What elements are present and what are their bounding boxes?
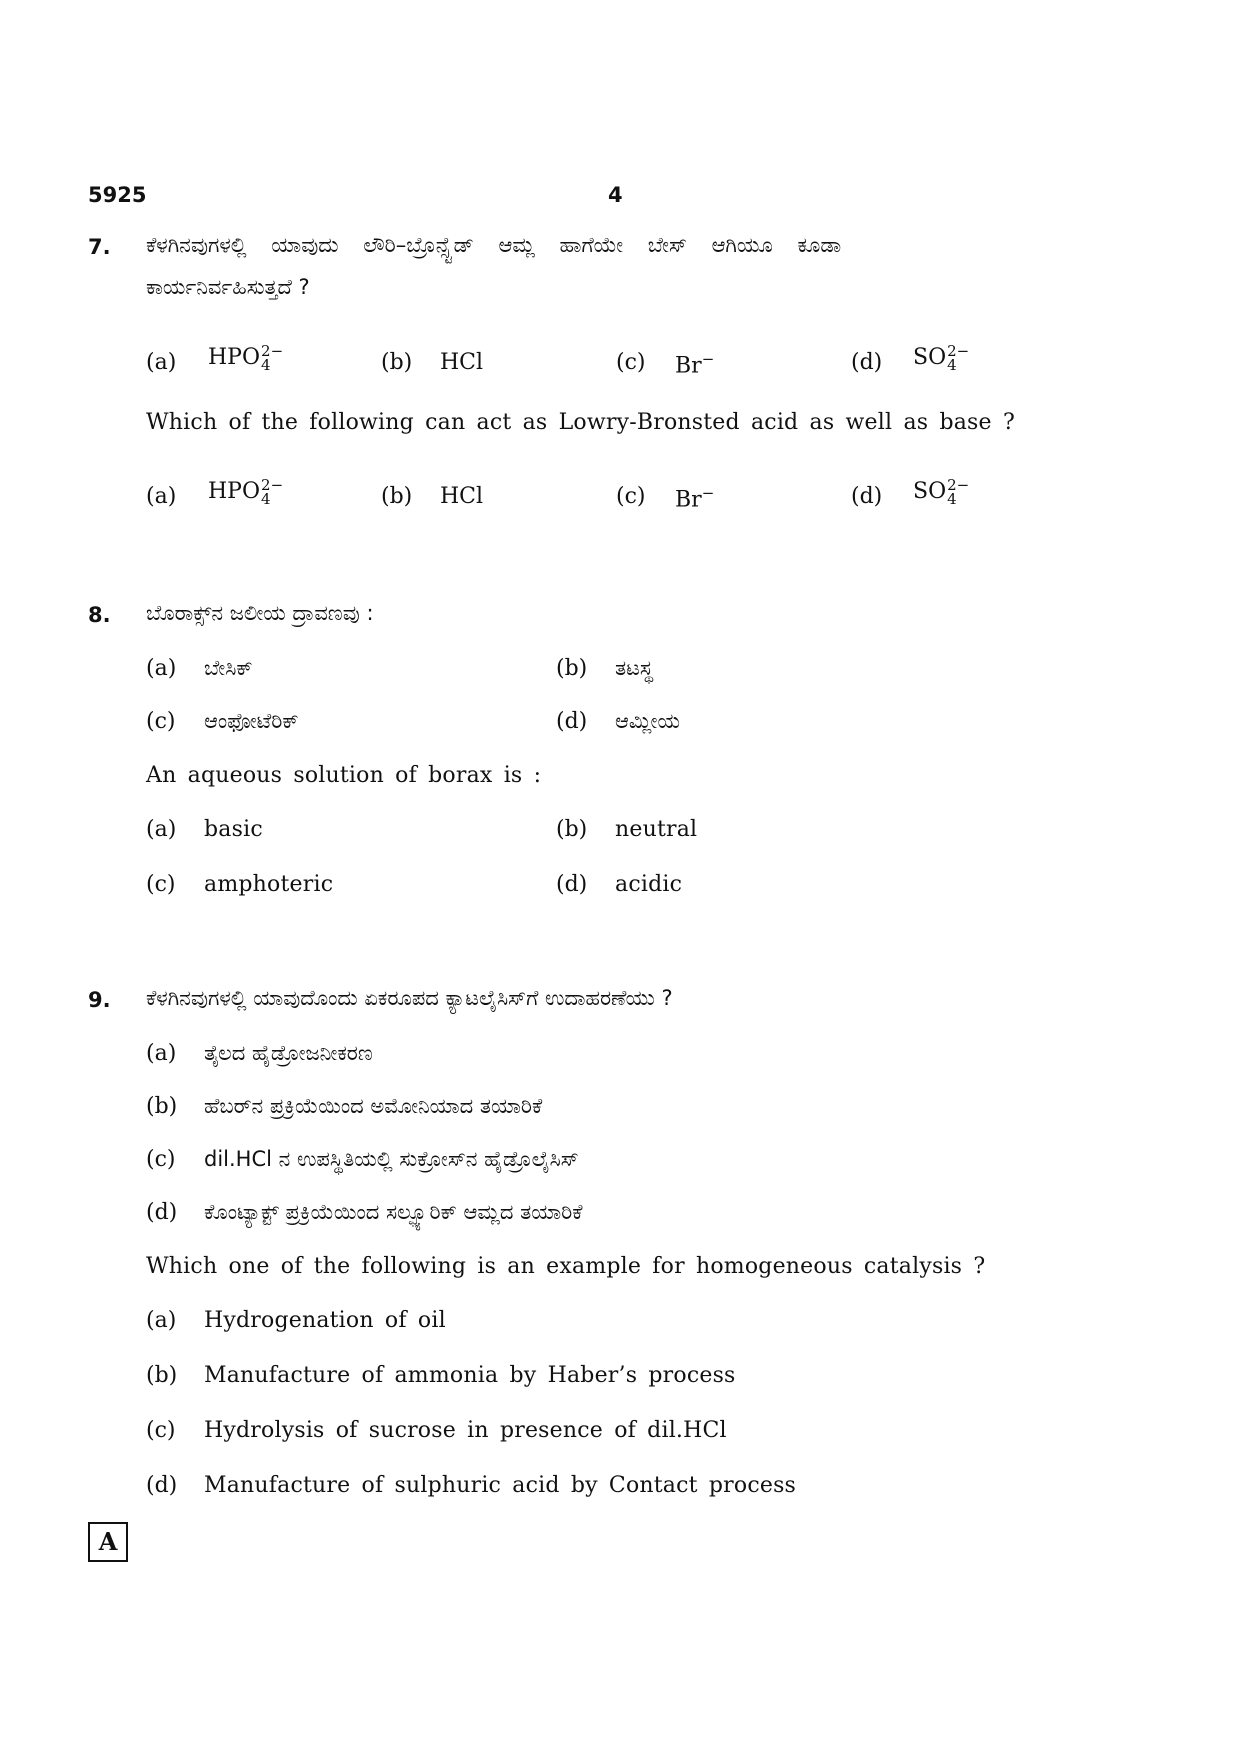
question-text-kannada: ಬೊರಾಕ್ಸ್‌ನ ಜಲೀಯ ದ್ರಾವಣವು : (146, 601, 374, 625)
option-d-text-kannada: ಕೊಂಟ್ಯಾಕ್ಟ್ ಪ್ರಕ್ರಿಯೆಯಿಂದ ಸಲ್ಫ್ಯೂರಿಕ್ ಆಮ್ಲದ ತಯಾರಿಕೆ (204, 1200, 583, 1224)
option-a-label: (a) (146, 656, 177, 681)
question-number: 8. (88, 603, 111, 627)
option-a-label: (a) (146, 1041, 177, 1066)
option-b-label: (b) (556, 656, 588, 681)
option-a-label: (a) (146, 1308, 177, 1333)
option-a-label: (a) (146, 817, 177, 842)
option-b-text-kannada: ತಟಸ್ಥ (615, 656, 654, 680)
paper-code: 5925 (88, 183, 147, 207)
question-text-english: An aqueous solution of borax is : (146, 763, 542, 788)
option-d-text: acidic (615, 872, 683, 897)
option-c-label: (c) (616, 350, 646, 375)
question-text-kannada: ಕೆಳಗಿನವುಗಳಲ್ಲಿ ಯಾವುದೊಂದು ಏಕರೂಪದ ಕ್ಯಾಟಲೈಸಿಸ್‌ಗೆ ಉದಾಹರಣೆಯು ? (146, 986, 673, 1010)
question-text-kannada-cont: ಕಾರ್ಯನಿರ್ವಹಿಸುತ್ತದೆ ? (146, 275, 310, 299)
series-box: A (88, 1522, 128, 1562)
option-c-label: (c) (146, 1147, 176, 1172)
option-c-formula: Br− (675, 484, 715, 513)
option-c-text-kannada: dil.HCl ನ ಉಪಸ್ಥಿತಿಯಲ್ಲಿ ಸುಕ್ರೋಸ್‌ನ ಹೈಡ್ರೊಲೈಸಿಸ್ (204, 1147, 579, 1171)
option-d-label: (d) (851, 484, 883, 509)
option-b-label: (b) (381, 350, 413, 375)
question-text-english: Which one of the following is an example for homogeneous catalysis ? (146, 1254, 986, 1279)
option-c-formula: Br− (675, 350, 715, 379)
option-b-label: (b) (556, 817, 588, 842)
question-text-kannada: ಕೆಳಗಿನವುಗಳಲ್ಲಿ ಯಾವುದು ಲೌರಿ–ಬ್ರೊನ್ಸ್ಟೆಡ್ ಆಮ್ಲ ಹಾಗೆಯೇ ಬೇಸ್ ಆಗಿಯೂ ಕೂಡಾ (146, 233, 842, 257)
option-a-label: (a) (146, 484, 177, 509)
option-c-text: amphoteric (204, 872, 334, 897)
option-c-label: (c) (146, 709, 176, 734)
option-a-text: Hydrogenation of oil (204, 1308, 446, 1333)
option-d-text-kannada: ಆಮ್ಲೀಯ (615, 709, 680, 733)
option-d-label: (d) (146, 1200, 178, 1225)
option-b-text: Manufacture of ammonia by Haber’s process (204, 1363, 736, 1388)
option-d-formula: SO 2− 4 (913, 342, 970, 374)
option-d-label: (d) (851, 350, 883, 375)
option-d-label: (d) (556, 872, 588, 897)
option-b-text-kannada: ಹೆಬರ್‌ನ ಪ್ರಕ್ರಿಯೆಯಿಂದ ಅಮೋನಿಯಾದ ತಯಾರಿಕೆ (204, 1094, 543, 1118)
option-c-label: (c) (146, 872, 176, 897)
option-d-text: Manufacture of sulphuric acid by Contact process (204, 1473, 797, 1498)
option-b-formula: HCl (440, 350, 484, 375)
option-a-text-kannada: ಬೇಸಿಕ್ (204, 656, 253, 680)
question-number: 9. (88, 988, 111, 1012)
question-text-english: Which of the following can act as Lowry-Bronsted acid as well as base ? (146, 410, 1015, 435)
option-a-formula: HPO 2− 4 (208, 342, 284, 374)
option-a-formula: HPO 2− 4 (208, 476, 284, 508)
option-c-text-kannada: ಆಂಫೋಟೆರಿಕ್ (204, 709, 299, 733)
option-c-text: Hydrolysis of sucrose in presence of dil.HCl (204, 1418, 727, 1443)
option-a-text-kannada: ತೈಲದ ಹೈಡ್ರೋಜನೀಕರಣ (204, 1041, 373, 1065)
option-a-label: (a) (146, 350, 177, 375)
option-c-label: (c) (146, 1418, 176, 1443)
option-d-label: (d) (146, 1473, 178, 1498)
option-b-text: neutral (615, 817, 698, 842)
option-b-label: (b) (146, 1094, 178, 1119)
option-c-label: (c) (616, 484, 646, 509)
option-a-text: basic (204, 817, 263, 842)
option-b-label: (b) (381, 484, 413, 509)
option-d-label: (d) (556, 709, 588, 734)
option-d-formula: SO 2− 4 (913, 476, 970, 508)
question-number: 7. (88, 235, 111, 259)
option-b-label: (b) (146, 1363, 178, 1388)
option-b-formula: HCl (440, 484, 484, 509)
page-number: 4 (608, 183, 623, 207)
